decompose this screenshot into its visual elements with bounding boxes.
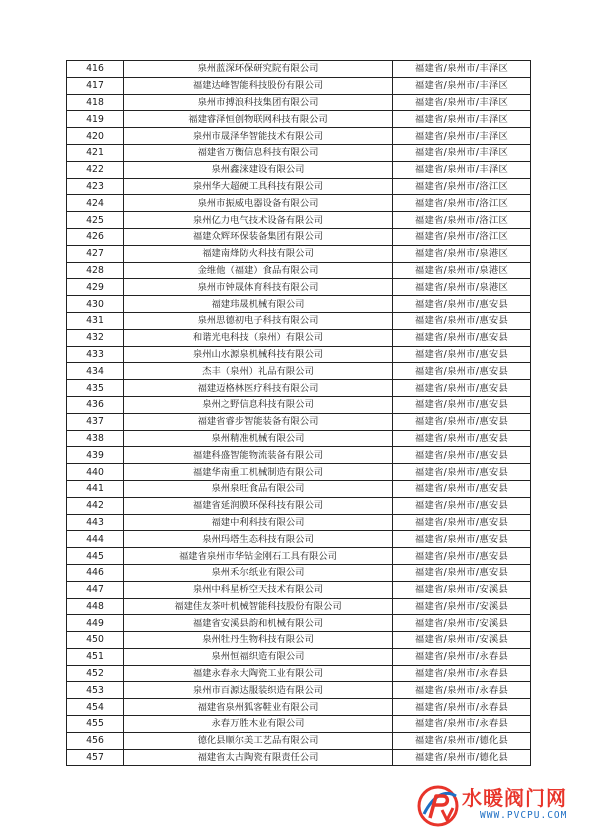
row-number: 443 xyxy=(67,514,124,531)
table-row xyxy=(67,144,531,161)
table-row xyxy=(67,111,531,128)
table-row xyxy=(67,615,531,632)
company-name: 泉州蓝深环保研究院有限公司 xyxy=(124,61,393,78)
company-name: 福建迈格林医疗科技有限公司 xyxy=(124,380,393,397)
company-name: 福建省太古陶瓷有限责任公司 xyxy=(124,749,393,766)
company-name: 泉州山水源泉机械科技有限公司 xyxy=(124,346,393,363)
company-name: 福建省泉州市华钻金刚石工具有限公司 xyxy=(124,548,393,565)
region-cell: 福建省/泉州市/惠安县 xyxy=(393,346,531,363)
row-number: 449 xyxy=(67,615,124,632)
table-row xyxy=(67,61,531,78)
table-row xyxy=(67,279,531,296)
company-name: 福建众辉环保装备集团有限公司 xyxy=(124,228,393,245)
region-cell: 福建省/泉州市/安溪县 xyxy=(393,632,531,649)
table-row xyxy=(67,94,531,111)
region-cell: 福建省/泉州市/永春县 xyxy=(393,665,531,682)
row-number: 445 xyxy=(67,548,124,565)
row-number: 435 xyxy=(67,380,124,397)
region-cell: 福建省/泉州市/惠安县 xyxy=(393,447,531,464)
table-row xyxy=(67,632,531,649)
company-name: 泉州之野信息科技有限公司 xyxy=(124,396,393,413)
company-name: 杰丰（泉州）礼品有限公司 xyxy=(124,363,393,380)
region-cell: 福建省/泉州市/丰泽区 xyxy=(393,111,531,128)
company-list-table xyxy=(66,60,531,766)
row-number: 424 xyxy=(67,195,124,212)
table-row xyxy=(67,548,531,565)
table-row xyxy=(67,497,531,514)
row-number: 457 xyxy=(67,749,124,766)
row-number: 437 xyxy=(67,413,124,430)
table-row xyxy=(67,598,531,615)
row-number: 429 xyxy=(67,279,124,296)
table-row xyxy=(67,212,531,229)
company-name: 泉州市搏浪科技集团有限公司 xyxy=(124,94,393,111)
table-row xyxy=(67,346,531,363)
company-name: 福建省安溪县韵和机械有限公司 xyxy=(124,615,393,632)
region-cell: 福建省/泉州市/丰泽区 xyxy=(393,61,531,78)
company-name: 福建永春永大陶瓷工业有限公司 xyxy=(124,665,393,682)
table-row xyxy=(67,430,531,447)
row-number: 442 xyxy=(67,497,124,514)
table-row xyxy=(67,396,531,413)
region-cell: 福建省/泉州市/惠安县 xyxy=(393,480,531,497)
table-row xyxy=(67,413,531,430)
row-number: 422 xyxy=(67,161,124,178)
company-name: 福建玮晟机械有限公司 xyxy=(124,296,393,313)
company-name: 泉州牡丹生物科技有限公司 xyxy=(124,632,393,649)
region-cell: 福建省/泉州市/德化县 xyxy=(393,732,531,749)
table-row xyxy=(67,716,531,733)
row-number: 428 xyxy=(67,262,124,279)
company-name: 泉州精准机械有限公司 xyxy=(124,430,393,447)
table-row xyxy=(67,665,531,682)
company-name: 福建科盛智能物流装备有限公司 xyxy=(124,447,393,464)
row-number: 446 xyxy=(67,564,124,581)
row-number: 438 xyxy=(67,430,124,447)
region-cell: 福建省/泉州市/永春县 xyxy=(393,648,531,665)
table-row xyxy=(67,262,531,279)
table-row xyxy=(67,447,531,464)
table-row xyxy=(67,77,531,94)
company-name: 泉州华大超硬工具科技有限公司 xyxy=(124,178,393,195)
company-name: 福建省延润膜环保科技有限公司 xyxy=(124,497,393,514)
company-name: 泉州市钟晟体育科技有限公司 xyxy=(124,279,393,296)
row-number: 431 xyxy=(67,312,124,329)
row-number: 430 xyxy=(67,296,124,313)
company-name: 福建华南重工机械制造有限公司 xyxy=(124,464,393,481)
region-cell: 福建省/泉州市/惠安县 xyxy=(393,430,531,447)
table-row xyxy=(67,749,531,766)
company-name: 永春万胜木业有限公司 xyxy=(124,716,393,733)
row-number: 423 xyxy=(67,178,124,195)
company-name: 泉州思德初电子科技有限公司 xyxy=(124,312,393,329)
region-cell: 福建省/泉州市/安溪县 xyxy=(393,598,531,615)
region-cell: 福建省/泉州市/惠安县 xyxy=(393,514,531,531)
table-row xyxy=(67,245,531,262)
company-name: 福建佳友茶叶机械智能科技股份有限公司 xyxy=(124,598,393,615)
table-row xyxy=(67,363,531,380)
row-number: 416 xyxy=(67,61,124,78)
region-cell: 福建省/泉州市/泉港区 xyxy=(393,245,531,262)
company-name: 泉州市振威电器设备有限公司 xyxy=(124,195,393,212)
table-row xyxy=(67,648,531,665)
row-number: 434 xyxy=(67,363,124,380)
row-number: 433 xyxy=(67,346,124,363)
region-cell: 福建省/泉州市/洛江区 xyxy=(393,212,531,229)
region-cell: 福建省/泉州市/惠安县 xyxy=(393,531,531,548)
table-row xyxy=(67,296,531,313)
table-row xyxy=(67,531,531,548)
row-number: 447 xyxy=(67,581,124,598)
region-cell: 福建省/泉州市/安溪县 xyxy=(393,581,531,598)
region-cell: 福建省/泉州市/惠安县 xyxy=(393,464,531,481)
company-name: 金维他（福建）食品有限公司 xyxy=(124,262,393,279)
table-row xyxy=(67,699,531,716)
region-cell: 福建省/泉州市/丰泽区 xyxy=(393,94,531,111)
table-row xyxy=(67,564,531,581)
region-cell: 福建省/泉州市/安溪县 xyxy=(393,615,531,632)
table-row xyxy=(67,329,531,346)
region-cell: 福建省/泉州市/惠安县 xyxy=(393,296,531,313)
region-cell: 福建省/泉州市/惠安县 xyxy=(393,413,531,430)
region-cell: 福建省/泉州市/永春县 xyxy=(393,716,531,733)
region-cell: 福建省/泉州市/惠安县 xyxy=(393,329,531,346)
row-number: 454 xyxy=(67,699,124,716)
row-number: 417 xyxy=(67,77,124,94)
row-number: 456 xyxy=(67,732,124,749)
table-row xyxy=(67,480,531,497)
region-cell: 福建省/泉州市/惠安县 xyxy=(393,312,531,329)
row-number: 418 xyxy=(67,94,124,111)
region-cell: 福建省/泉州市/惠安县 xyxy=(393,396,531,413)
table-row xyxy=(67,464,531,481)
table-row xyxy=(67,312,531,329)
region-cell: 福建省/泉州市/洛江区 xyxy=(393,178,531,195)
table-row xyxy=(67,380,531,397)
row-number: 426 xyxy=(67,228,124,245)
company-name: 泉州恒福织造有限公司 xyxy=(124,648,393,665)
company-name: 福建省万衡信息科技有限公司 xyxy=(124,144,393,161)
row-number: 439 xyxy=(67,447,124,464)
company-name: 和谐光电科技（泉州）有限公司 xyxy=(124,329,393,346)
company-name: 泉州玛塔生态科技有限公司 xyxy=(124,531,393,548)
row-number: 421 xyxy=(67,144,124,161)
pv-logo-icon xyxy=(416,784,460,828)
company-name: 福建中利科技有限公司 xyxy=(124,514,393,531)
row-number: 448 xyxy=(67,598,124,615)
region-cell: 福建省/泉州市/洛江区 xyxy=(393,228,531,245)
row-number: 453 xyxy=(67,682,124,699)
row-number: 441 xyxy=(67,480,124,497)
row-number: 451 xyxy=(67,648,124,665)
row-number: 436 xyxy=(67,396,124,413)
company-name: 泉州鑫涞建设有限公司 xyxy=(124,161,393,178)
watermark xyxy=(416,782,594,828)
company-name: 福建省睿步智能装备有限公司 xyxy=(124,413,393,430)
table-row xyxy=(67,161,531,178)
company-name: 泉州市百源达服装织造有限公司 xyxy=(124,682,393,699)
row-number: 444 xyxy=(67,531,124,548)
row-number: 419 xyxy=(67,111,124,128)
region-cell: 福建省/泉州市/惠安县 xyxy=(393,497,531,514)
watermark-title: 水暖阀门网 xyxy=(462,786,567,810)
table-row xyxy=(67,228,531,245)
row-number: 432 xyxy=(67,329,124,346)
company-name: 泉州中科星桥空天技术有限公司 xyxy=(124,581,393,598)
row-number: 452 xyxy=(67,665,124,682)
table-row xyxy=(67,732,531,749)
table-row xyxy=(67,178,531,195)
row-number: 450 xyxy=(67,632,124,649)
company-name: 福建达峰智能科技股份有限公司 xyxy=(124,77,393,94)
region-cell: 福建省/泉州市/德化县 xyxy=(393,749,531,766)
table-row xyxy=(67,514,531,531)
company-name: 福建省泉州狐客鞋业有限公司 xyxy=(124,699,393,716)
company-name: 福建南烽防火科技有限公司 xyxy=(124,245,393,262)
region-cell: 福建省/泉州市/泉港区 xyxy=(393,262,531,279)
company-name: 泉州禾尔纸业有限公司 xyxy=(124,564,393,581)
company-name: 德化县顺尔美工艺品有限公司 xyxy=(124,732,393,749)
region-cell: 福建省/泉州市/永春县 xyxy=(393,699,531,716)
row-number: 427 xyxy=(67,245,124,262)
company-name: 福建睿泽恒创物联网科技有限公司 xyxy=(124,111,393,128)
region-cell: 福建省/泉州市/洛江区 xyxy=(393,195,531,212)
region-cell: 福建省/泉州市/丰泽区 xyxy=(393,77,531,94)
table-row xyxy=(67,581,531,598)
table-row xyxy=(67,128,531,145)
region-cell: 福建省/泉州市/泉港区 xyxy=(393,279,531,296)
region-cell: 福建省/泉州市/惠安县 xyxy=(393,380,531,397)
region-cell: 福建省/泉州市/惠安县 xyxy=(393,548,531,565)
company-name: 泉州泉旺食品有限公司 xyxy=(124,480,393,497)
region-cell: 福建省/泉州市/永春县 xyxy=(393,682,531,699)
region-cell: 福建省/泉州市/丰泽区 xyxy=(393,144,531,161)
row-number: 440 xyxy=(67,464,124,481)
row-number: 420 xyxy=(67,128,124,145)
company-name: 泉州市晟泽华智能技术有限公司 xyxy=(124,128,393,145)
region-cell: 福建省/泉州市/惠安县 xyxy=(393,564,531,581)
company-name: 泉州亿力电气技术设备有限公司 xyxy=(124,212,393,229)
table-row xyxy=(67,682,531,699)
row-number: 455 xyxy=(67,716,124,733)
region-cell: 福建省/泉州市/丰泽区 xyxy=(393,161,531,178)
row-number: 425 xyxy=(67,212,124,229)
region-cell: 福建省/泉州市/丰泽区 xyxy=(393,128,531,145)
watermark-url: WWW.PVCPU.COM xyxy=(480,810,568,821)
region-cell: 福建省/泉州市/惠安县 xyxy=(393,363,531,380)
table-body xyxy=(67,61,531,766)
table-row xyxy=(67,195,531,212)
